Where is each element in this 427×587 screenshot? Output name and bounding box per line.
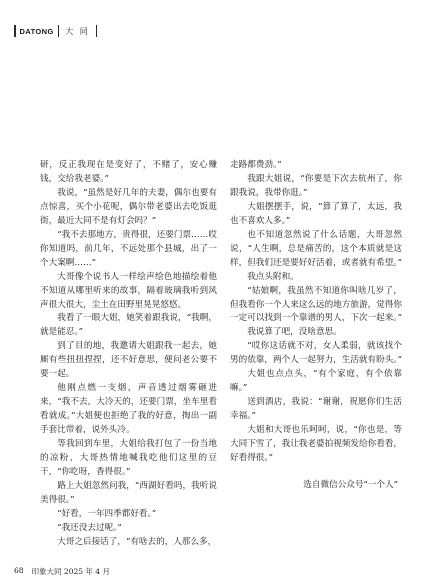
paragraph: “哎你这话就不对，女人柔弱，就该找个男的依靠，两个人一起努力，生活就有盼头。” xyxy=(230,341,402,366)
paragraph: 走路都费劲。” xyxy=(230,160,282,170)
page-number: 68 xyxy=(14,566,24,575)
header-bar xyxy=(96,25,98,37)
paragraph: 我跟大姐说，“你要是下次去杭州了，你跟我说，我带你逛。” xyxy=(230,173,402,198)
page-footer xyxy=(14,566,110,577)
paragraph: 大哥像个说书人一样绘声绘色地描绘着他不知道从哪里听来的故事，隔着玻璃我听到风声很大很大，尘土在田野里晃晃悠悠。 xyxy=(40,271,217,310)
paragraph: 他刚点燃一支烟，声音透过烟雾砸进来，“我不去，大冷天的，还要门票，坐车里看看就成。”大姐便也拒绝了我的好意，掏出一副手套比带着，说外头冷。 xyxy=(40,383,217,436)
paragraph: 大哥之后接话了，“有啥去的，人那么多， xyxy=(57,536,217,547)
running-header xyxy=(14,24,97,38)
paragraph: 我说算了吧，没啥意思。 xyxy=(247,327,342,338)
paragraph: 我看了一眼大姐，她笑着跟我说，“我啊，就是能忍。” xyxy=(40,313,217,338)
paragraph: 送到酒店，我说：“谢谢，祝愿你们生活幸福。” xyxy=(230,397,402,422)
paragraph: “姑娘啊，我虽然不知道你叫啥几岁了，但我看你一个人来这么远的地方旅游，觉得你一定可以找到一个靠谱的男人，下次一起来。” xyxy=(230,285,402,324)
paragraph: 也不知道忽然说了什么话题，大哥忽然说，“人生啊，总是痛苦的，这个本质就是这样，但我们还是要好好活着，或者就有希望。” xyxy=(230,229,402,268)
paragraph: “我不去那地方，贵得很，还要门票……哎你知道吗，前几年，不远处那个县城，出了一个大案啊……” xyxy=(40,229,217,268)
header-section: 大 同 xyxy=(65,26,90,36)
issue-label: 印象大同 2025 年 4 月 xyxy=(31,567,110,576)
paragraph: 我点头附和。 xyxy=(247,271,299,282)
paragraph: 我说，“虽然是好几年的夫妻，偶尔也要有点惊喜，买个小花呢，偶尔带老婆出去吃饭逛街，最近大同不是有灯会吗？” xyxy=(40,187,217,226)
paragraph: 大姐和大哥也乐呵呵，说，“你也是，等大同下雪了，我让我老婆拍视频发给你看看，好看得很。” xyxy=(230,425,402,464)
right-column xyxy=(230,159,402,493)
paragraph: 等我回到车里，大姐给我打包了一份当地的凉粉，大哥热情地喊我吃他们这里的豆干，“你吃呀，香得很。” xyxy=(40,439,217,477)
paragraph: 大姐也点点头，“有个家庭，有个依靠嘛。” xyxy=(230,369,402,394)
source-note: 选自微信公众号“一个人” xyxy=(303,479,398,490)
paragraph: 大姐摆摆手，说，“算了算了，太远，我也不喜欢人多。” xyxy=(230,201,402,226)
left-column xyxy=(40,159,217,550)
paragraph: “好看，一年四季都好看。” xyxy=(57,508,157,519)
paragraph: 研，反正我现在是变好了，不赌了，安心赚钱，交给我老婆。” xyxy=(40,160,217,184)
header-tag: DATONG xyxy=(19,26,54,36)
paragraph: 到了目的地，我邀请大姐跟我一起去，她厮有些扭扭捏捏，还不好意思，便问老公要不要一起。 xyxy=(40,341,217,380)
paragraph: 路上大姐忽然问我，“西湖好看吗，我听说美得很。” xyxy=(40,480,217,505)
paragraph: “我还没去过呢。” xyxy=(57,522,122,533)
